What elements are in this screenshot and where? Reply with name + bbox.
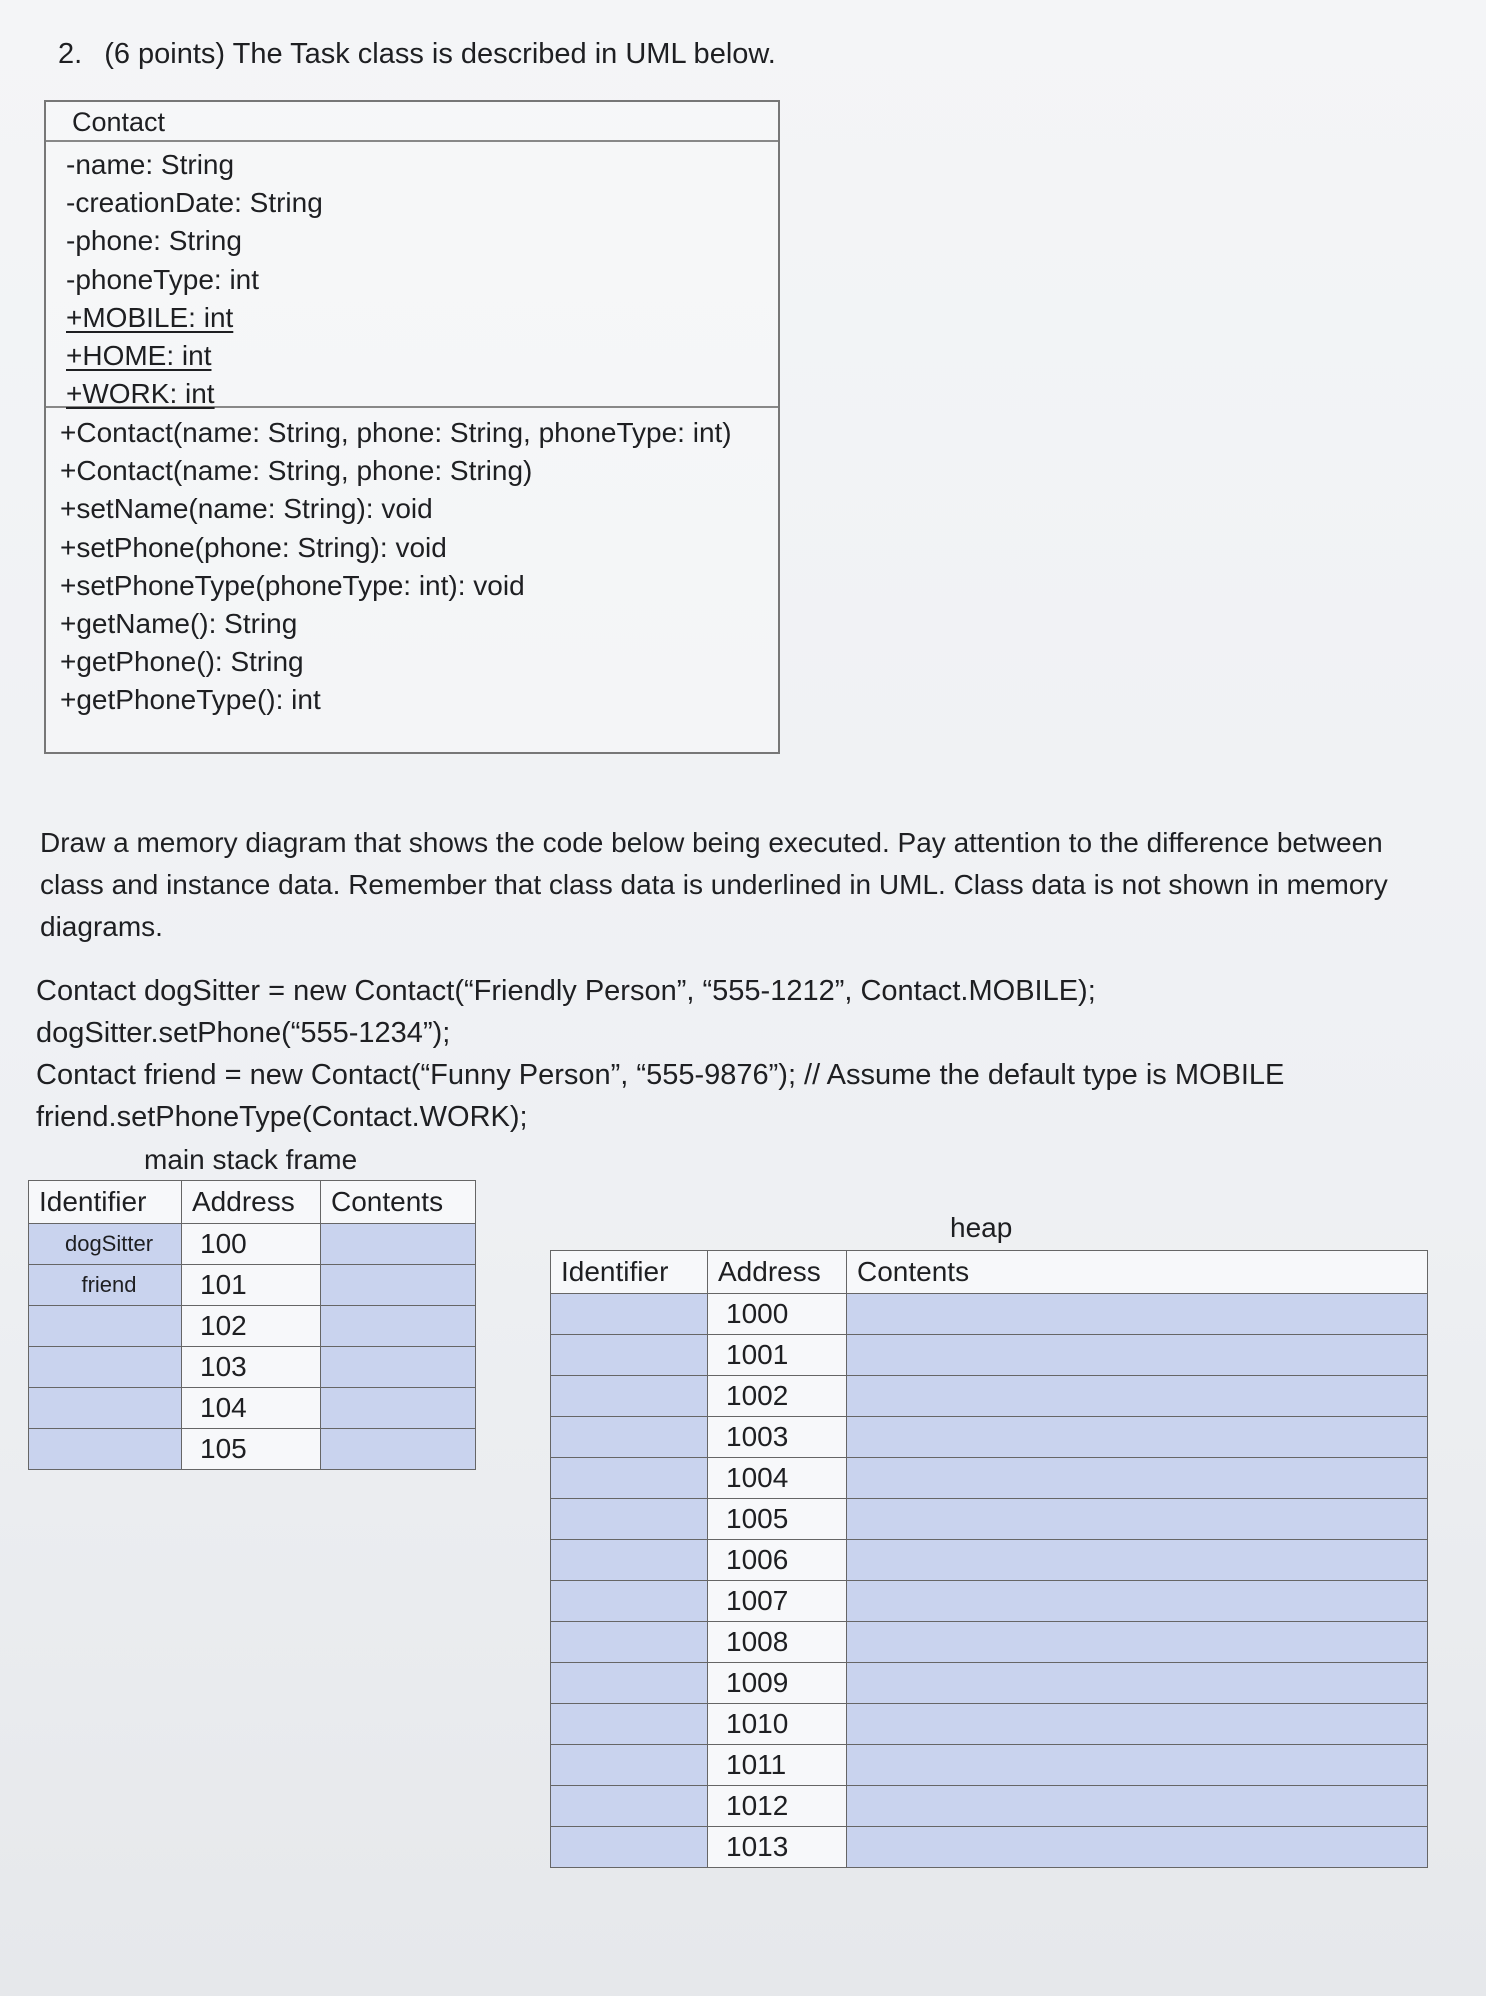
contents-cell[interactable]: [847, 1458, 1428, 1499]
uml-method: +getPhone(): String: [60, 646, 304, 678]
address-cell: 1004: [708, 1458, 847, 1499]
contents-cell[interactable]: [321, 1429, 476, 1470]
contents-cell[interactable]: [847, 1827, 1428, 1868]
uml-attribute: [66, 184, 778, 222]
uml-attribute: [66, 261, 778, 299]
uml-class-box: [44, 100, 780, 754]
uml-attributes: [46, 142, 778, 408]
uml-method: +getName(): String: [60, 608, 298, 640]
code-line: Contact friend = new Contact(“Funny Person”, “555-9876”); // Assume the default type is MOBILE: [36, 1059, 1285, 1091]
contents-cell[interactable]: [847, 1622, 1428, 1663]
contents-cell[interactable]: [847, 1417, 1428, 1458]
column-header: Contents: [847, 1251, 1428, 1294]
stack-frame-table: [28, 1180, 476, 1470]
address-cell: 1001: [708, 1335, 847, 1376]
uml-attribute: [66, 146, 778, 184]
identifier-cell: [29, 1347, 182, 1388]
uml-attribute: [66, 222, 778, 260]
address-cell: 1008: [708, 1622, 847, 1663]
table-row: [551, 1827, 1428, 1868]
identifier-cell: [29, 1429, 182, 1470]
uml-attribute-text: +WORK: int: [66, 378, 215, 410]
address-cell: 1012: [708, 1786, 847, 1827]
contents-cell[interactable]: [847, 1376, 1428, 1417]
identifier-cell: [551, 1704, 708, 1745]
address-cell: 1005: [708, 1499, 847, 1540]
table-row: [551, 1294, 1428, 1335]
address-cell: 1013: [708, 1827, 847, 1868]
uml-attribute-text: +MOBILE: int: [66, 301, 234, 333]
identifier-cell: [551, 1622, 708, 1663]
contents-cell[interactable]: [321, 1347, 476, 1388]
uml-static-attribute: [66, 337, 778, 375]
contents-cell[interactable]: [321, 1306, 476, 1347]
address-cell: 100: [182, 1224, 321, 1265]
table-row: [551, 1499, 1428, 1540]
identifier-cell: [551, 1499, 708, 1540]
table-row: [29, 1224, 476, 1265]
address-cell: 1003: [708, 1417, 847, 1458]
contents-cell[interactable]: [847, 1704, 1428, 1745]
identifier-cell: [551, 1458, 708, 1499]
contents-cell[interactable]: [321, 1388, 476, 1429]
contents-cell[interactable]: [321, 1224, 476, 1265]
code-block: [36, 970, 1436, 1138]
code-line: friend.setPhoneType(Contact.WORK);: [36, 1101, 528, 1133]
identifier-cell: [551, 1827, 708, 1868]
uml-method: +setPhone(phone: String): void: [60, 531, 447, 563]
table-row: [551, 1335, 1428, 1376]
table-header-row: [29, 1181, 476, 1224]
contents-cell[interactable]: [847, 1786, 1428, 1827]
column-header: Address: [708, 1251, 847, 1294]
heap-table: [550, 1250, 1428, 1868]
uml-method: +Contact(name: String, phone: String, phoneType: int): [60, 417, 732, 448]
address-cell: 1002: [708, 1376, 847, 1417]
uml-method: +setPhoneType(phoneType: int): void: [60, 569, 525, 601]
identifier-cell: dogSitter: [29, 1224, 182, 1265]
identifier-cell: [551, 1417, 708, 1458]
table-row: [551, 1663, 1428, 1704]
uml-methods: [46, 408, 778, 720]
column-header: Address: [182, 1181, 321, 1224]
table-row: [551, 1745, 1428, 1786]
identifier-cell: [29, 1306, 182, 1347]
uml-attribute-text: -phone: String: [66, 225, 242, 257]
table-row: [551, 1540, 1428, 1581]
uml-attribute-text: -creationDate: String: [66, 187, 323, 219]
heap-caption: heap: [950, 1212, 1013, 1243]
table-row: [551, 1458, 1428, 1499]
address-cell: 1011: [708, 1745, 847, 1786]
uml-method: +setName(name: String): void: [60, 493, 433, 525]
column-header: Identifier: [29, 1181, 182, 1224]
contents-cell[interactable]: [847, 1335, 1428, 1376]
address-cell: 101: [182, 1265, 321, 1306]
address-cell: 1010: [708, 1704, 847, 1745]
uml-attribute-text: -name: String: [66, 149, 235, 180]
question-heading: [58, 38, 776, 71]
table-header-row: [551, 1251, 1428, 1294]
uml-method: +Contact(name: String, phone: String): [60, 455, 533, 487]
table-row: [551, 1622, 1428, 1663]
uml-static-attribute: [66, 299, 778, 337]
address-cell: 103: [182, 1347, 321, 1388]
column-header: Contents: [321, 1181, 476, 1224]
table-row: [29, 1429, 476, 1470]
address-cell: 1006: [708, 1540, 847, 1581]
identifier-cell: [551, 1581, 708, 1622]
address-cell: 1007: [708, 1581, 847, 1622]
identifier-cell: [551, 1745, 708, 1786]
contents-cell[interactable]: [847, 1663, 1428, 1704]
identifier-cell: [551, 1786, 708, 1827]
address-cell: 102: [182, 1306, 321, 1347]
contents-cell[interactable]: [847, 1540, 1428, 1581]
table-row: [29, 1265, 476, 1306]
identifier-cell: [551, 1335, 708, 1376]
uml-method: +getPhoneType(): int: [60, 684, 321, 716]
address-cell: 1000: [708, 1294, 847, 1335]
identifier-cell: [551, 1540, 708, 1581]
table-row: [551, 1581, 1428, 1622]
identifier-cell: [551, 1376, 708, 1417]
table-row: [551, 1417, 1428, 1458]
address-cell: 1009: [708, 1663, 847, 1704]
table-row: [551, 1786, 1428, 1827]
identifier-cell: [29, 1388, 182, 1429]
code-line: Contact dogSitter = new Contact(“Friendly Person”, “555-1212”, Contact.MOBILE);: [36, 975, 1096, 1007]
address-cell: 104: [182, 1388, 321, 1429]
question-text: (6 points) The Task class is described in UML below.: [104, 38, 776, 70]
contents-cell[interactable]: [847, 1745, 1428, 1786]
instructions-paragraph: Draw a memory diagram that shows the code below being executed. Pay attention to the difference between class and instance data. Remember that class data is underlined in UML. Class data is not shown in memory diagrams.: [40, 827, 1388, 942]
table-row: [29, 1347, 476, 1388]
table-row: [551, 1704, 1428, 1745]
table-row: [551, 1376, 1428, 1417]
column-header: Identifier: [551, 1251, 708, 1294]
uml-attribute-text: -phoneType: int: [66, 263, 260, 295]
uml-attribute-text: +HOME: int: [66, 340, 212, 372]
contents-cell[interactable]: [321, 1265, 476, 1306]
contents-cell[interactable]: [847, 1294, 1428, 1335]
table-row: [29, 1388, 476, 1429]
contents-cell[interactable]: [847, 1499, 1428, 1540]
contents-cell[interactable]: [847, 1581, 1428, 1622]
address-cell: 105: [182, 1429, 321, 1470]
identifier-cell: friend: [29, 1265, 182, 1306]
uml-class-name: Contact: [46, 102, 778, 142]
identifier-cell: [551, 1663, 708, 1704]
table-row: [29, 1306, 476, 1347]
code-line: dogSitter.setPhone(“555-1234”);: [36, 1017, 451, 1049]
stack-frame-caption: main stack frame: [144, 1144, 358, 1175]
question-number: 2.: [58, 38, 83, 70]
identifier-cell: [551, 1294, 708, 1335]
